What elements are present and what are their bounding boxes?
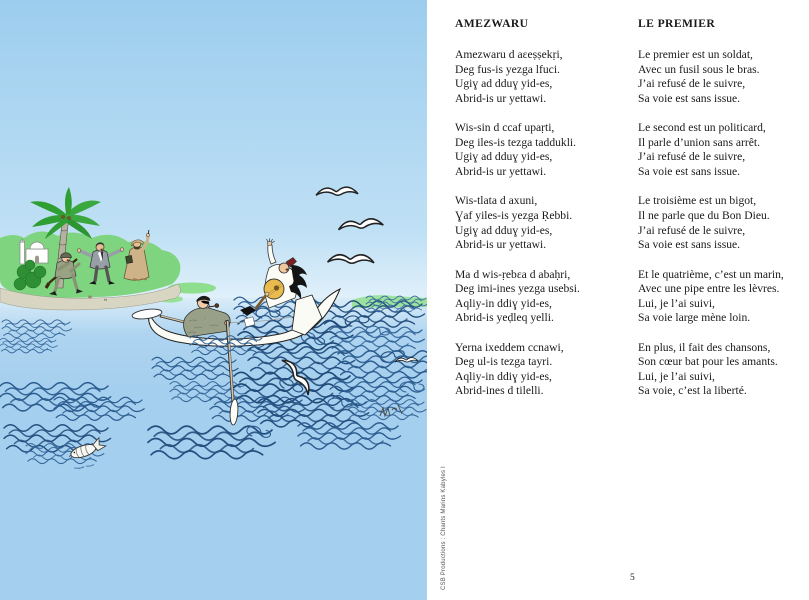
verse-line: J’ai refusé de le suivre, [638,77,746,91]
verse-line: Ma d wis-ṛebɛa d abaḥri, [455,267,571,281]
verse-line: Et le quatrième, c’est un marin, [638,267,784,281]
verse-line: Wis-tlata d axuni, [455,194,538,208]
verse-line: Ugiɣ ad dduɣ yid-es, [455,150,553,164]
verse-line: Deg fus-is yezga lfuci. [455,62,560,76]
verse-line: Deg ul-is tezga tayri. [455,355,553,369]
stanza [455,121,580,179]
verse-line: Abrid-is ur yettawi. [455,91,547,105]
verse-line: Deg iles-is tezga taddukli. [455,135,577,149]
verse-line: Aqliy-in ddiɣ yid-es, [455,369,552,383]
verse-line: Sa voie est sans issue. [638,91,741,105]
stanza [638,48,784,106]
stanza [455,268,580,326]
verse-line: Ugiɣ ad dduɣ yid-es, [455,223,553,237]
verse-line: En plus, il fait des chansons, [638,340,771,354]
stanza [638,121,784,179]
verse-line: Abrid-ines d tilelli. [455,384,544,398]
verse-line: Ugiɣ ad dduɣ yid-es, [455,77,553,91]
verse-line: Avec une pipe entre les lèvres. [638,282,780,296]
stanza [638,194,784,252]
verse-line: Yerna ixeddem ccnawi, [455,340,564,354]
verse-line: Sa voie est sans issue. [638,164,741,178]
verse-line: Abrid-is yeḍleq yelli. [455,311,554,325]
stanza [455,48,580,106]
verse-line: Le second est un politicard, [638,121,766,135]
verse-line: Sa voie, c’est la liberté. [638,384,747,398]
verse-line: Amezwaru d aɛeṣṣekṛi, [455,48,563,61]
verse-line: Sa voie large mène loin. [638,311,751,325]
kabyle-stanzas [455,48,580,414]
verse-line: Lui, je l’ai suivi, [638,369,715,383]
verse-line: J’ai refusé de le suivre, [638,223,746,237]
verse-line: Deg imi-ines yezga usebsi. [455,282,580,296]
stanza [455,194,580,252]
verse-line: Sa voie est sans issue. [638,238,741,252]
kabyle-title: AMEZWARU [455,17,529,30]
french-title: LE PREMIER [638,17,716,30]
stanza [638,268,784,326]
verse-line: Son cœur bat pour les amants. [638,355,778,369]
verse-line: Le troisième est un bigot, [638,194,757,208]
gutter-credit: CSB Productions : Chants Marins Kabyles I [441,466,447,590]
verse-line: Lui, je l’ai suivi, [638,296,715,310]
verse-line: J’ai refusé de le suivre, [638,150,746,164]
verse-line: Aqliy-in ddiɣ yid-es, [455,296,552,310]
verse-line: Wis-sin d ccaf upaṛti, [455,121,555,135]
stanza [455,341,580,399]
verse-line: Il ne parle que du Bon Dieu. [638,208,770,222]
verse-line: Il parle d’union sans arrêt. [638,135,761,149]
verse-line: Le premier est un soldat, [638,48,753,61]
french-stanzas [638,48,784,414]
page-number: 5 [630,573,635,583]
verse-line: Avec un fusil sous le bras. [638,62,760,76]
verse-line: Ɣaf yiles-is yezga Ṛebbi. [455,208,573,222]
stanza [638,341,784,399]
verse-line: Abrid-is ur yettawi. [455,164,547,178]
verse-line: Abrid-is ur yettawi. [455,238,547,252]
